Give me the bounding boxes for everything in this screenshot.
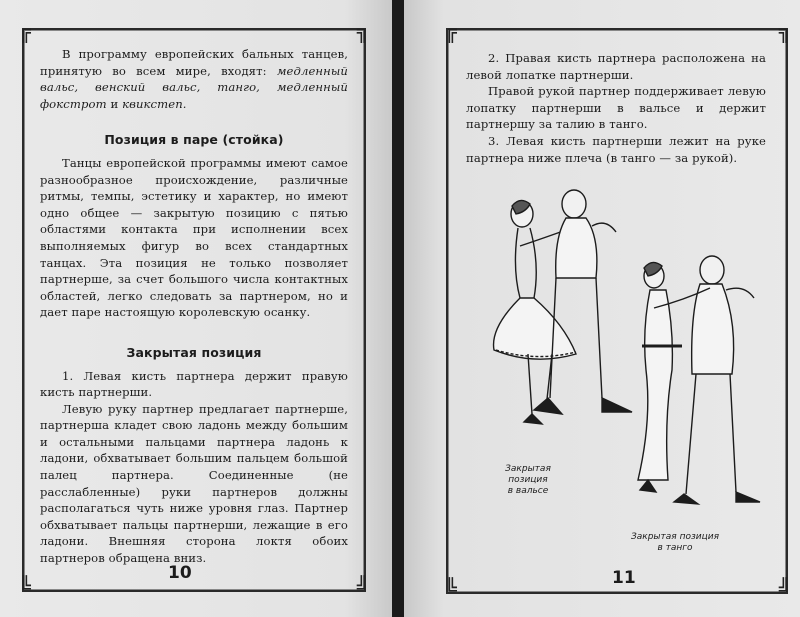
position-paragraph: Танцы европейской программы имеют самое разнообразное происхождение, различные ритмы, темпы, эстетику и характер, но имеют одно общее — закрытую позицию с пятью областями контакта при исполнении всех выполняемых фигур во всех стандартных танцах. Эта позиция не только позволяет партнерше, за счет большого числа контактных областей, легко следовать за партнером, но и дает паре настоящую королевскую осанку.	[40, 155, 348, 320]
point-3: 3. Левая кисть партнерши лежит на руке партнера ниже плеча (в танго — за рукой).	[466, 133, 766, 165]
page-number-right: 11	[612, 568, 636, 588]
right-page	[404, 0, 800, 617]
corner-ornament-icon: ╝	[356, 575, 370, 599]
left-page-text	[40, 46, 348, 567]
intro-text: В программу европейских бальных танцев, принятую во всем мире, входят:	[40, 47, 348, 78]
corner-ornament-icon: ╔	[18, 19, 32, 43]
intro-conjunction: и	[110, 96, 119, 111]
section-title-closed-position: Закрытая позиция	[126, 344, 262, 360]
intro-paragraph	[40, 46, 348, 112]
page-number-left: 10	[168, 563, 192, 583]
caption-tango-line2: в танго	[657, 543, 693, 553]
dance-list: медленный вальс, венский вальс, танго, медленный фокстрот	[40, 63, 348, 111]
corner-ornament-icon: ╗	[356, 19, 370, 43]
tango-couple-illustration	[630, 254, 780, 518]
point-1: 1. Левая кисть партнера держит правую кисть партнерши.	[40, 368, 348, 400]
corner-ornament-icon: ╝	[778, 577, 792, 601]
corner-ornament-icon: ╚	[444, 577, 458, 601]
dance-list-last: квикстеп.	[122, 96, 187, 111]
left-page	[0, 0, 392, 617]
right-page-text	[466, 50, 766, 166]
caption-waltz-line2: в вальсе	[507, 486, 549, 496]
caption-waltz	[488, 464, 568, 497]
point-1-paragraph: Левую руку партнер предлагает партнерше, партнерша кладет свою ладонь между большим и остальными пальцами партнера ладонь к ладони, обхватывает большим пальцем большой палец партнера. Соединенные (не расслабленные) руки партнеров должны располагаться чуть ниже уровня глаз. Партнер обхватывает пальцы партнерши, лежащие в его ладони. Внешняя сторона локтя обоих партнеров обращена вниз.	[40, 401, 348, 566]
point-2-paragraph: Правой рукой партнер поддерживает левую лопатку партнерши в вальсе и держит партнершу за талию в танго.	[466, 84, 766, 132]
corner-ornament-icon: ╚	[18, 575, 32, 599]
corner-ornament-icon: ╔	[444, 19, 458, 43]
caption-tango	[630, 532, 720, 554]
caption-waltz-line1: Закрытая позиция	[505, 464, 551, 485]
point-2: 2. Правая кисть партнера расположена на левой лопатке партнерши.	[466, 51, 766, 82]
caption-tango-line1: Закрытая позиция	[631, 532, 719, 542]
section-title-position: Позиция в паре (стойка)	[104, 132, 284, 148]
corner-ornament-icon: ╗	[778, 19, 792, 43]
